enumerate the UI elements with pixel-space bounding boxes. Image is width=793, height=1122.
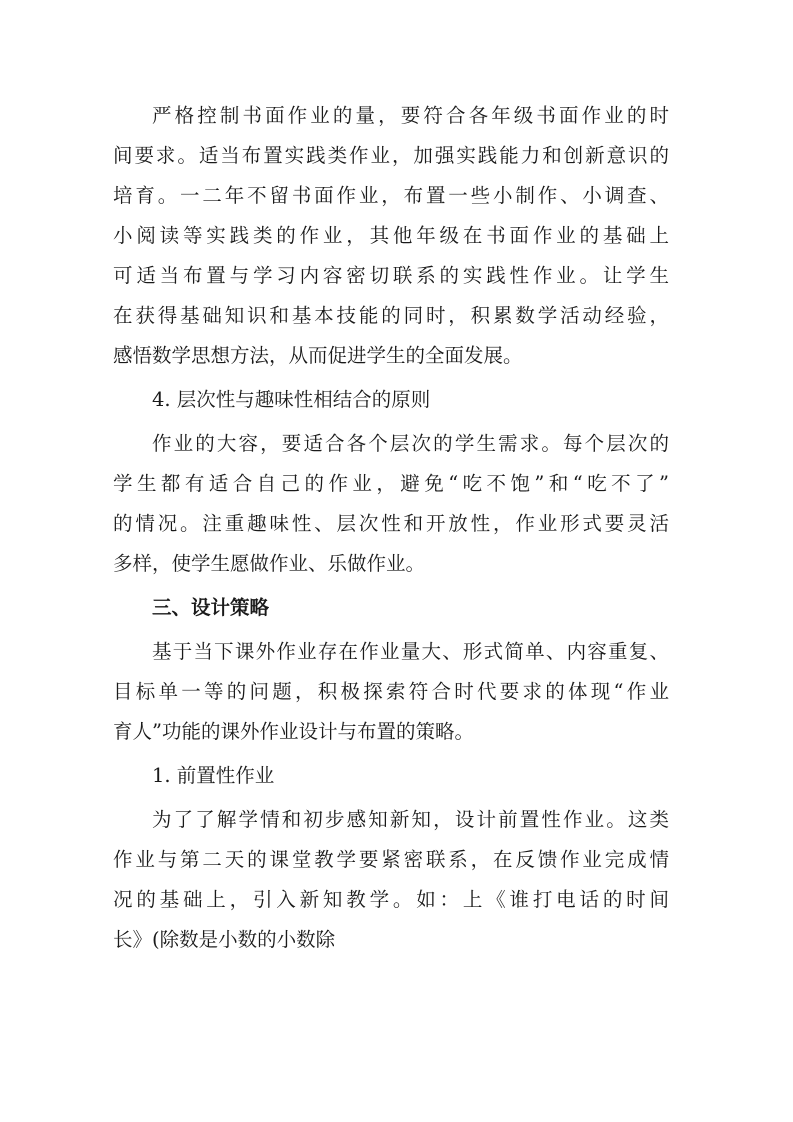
paragraph-line: 的情况。注重趣味性、层次性和开放性，作业形式要灵活 [113, 512, 669, 535]
paragraph-line: 严格控制书面作业的量，要符合各年级书面作业的时 [152, 104, 669, 127]
paragraph-line: 况的基础上，引入新知教学。如：上《谁打电话的时间 [113, 888, 669, 911]
paragraph-line: 作业与第二天的课堂教学要紧密联系，在反馈作业完成情 [113, 848, 669, 871]
section-heading: 三、设计策略 [152, 596, 270, 619]
paragraph-line: 学生都有适合自己的作业，避免“吃不饱”和“吃不了” [113, 472, 669, 495]
paragraph-line: 长》(除数是小数的小数除 [113, 928, 336, 951]
section-subheading: 1. 前置性作业 [152, 764, 275, 787]
paragraph-line: 在获得基础知识和基本技能的同时，积累数学活动经验， [113, 304, 669, 327]
paragraph-line: 可适当布置与学习内容密切联系的实践性作业。让学生 [113, 264, 669, 287]
paragraph-line: 小阅读等实践类的作业，其他年级在书面作业的基础上 [113, 224, 669, 247]
paragraph-line: 间要求。适当布置实践类作业，加强实践能力和创新意识的 [113, 144, 669, 167]
paragraph-line: 培育。一二年不留书面作业，布置一些小制作、小调查、 [113, 184, 669, 207]
paragraph-line: 育人”功能的课外作业设计与布置的策略。 [113, 720, 474, 743]
paragraph-line: 作业的大容，要适合各个层次的学生需求。每个层次的 [152, 432, 669, 455]
paragraph-line: 为了了解学情和初步感知新知，设计前置性作业。这类 [152, 808, 669, 831]
section-subheading: 4. 层次性与趣味性相结合的原则 [152, 388, 431, 411]
paragraph-line: 感悟数学思想方法，从而促进学生的全面发展。 [113, 344, 523, 367]
paragraph-line: 基于当下课外作业存在作业量大、形式简单、内容重复、 [152, 640, 669, 663]
paragraph-line: 目标单一等的问题，积极探索符合时代要求的体现“作业 [113, 680, 669, 703]
paragraph-line: 多样，使学生愿做作业、乐做作业。 [113, 552, 426, 575]
